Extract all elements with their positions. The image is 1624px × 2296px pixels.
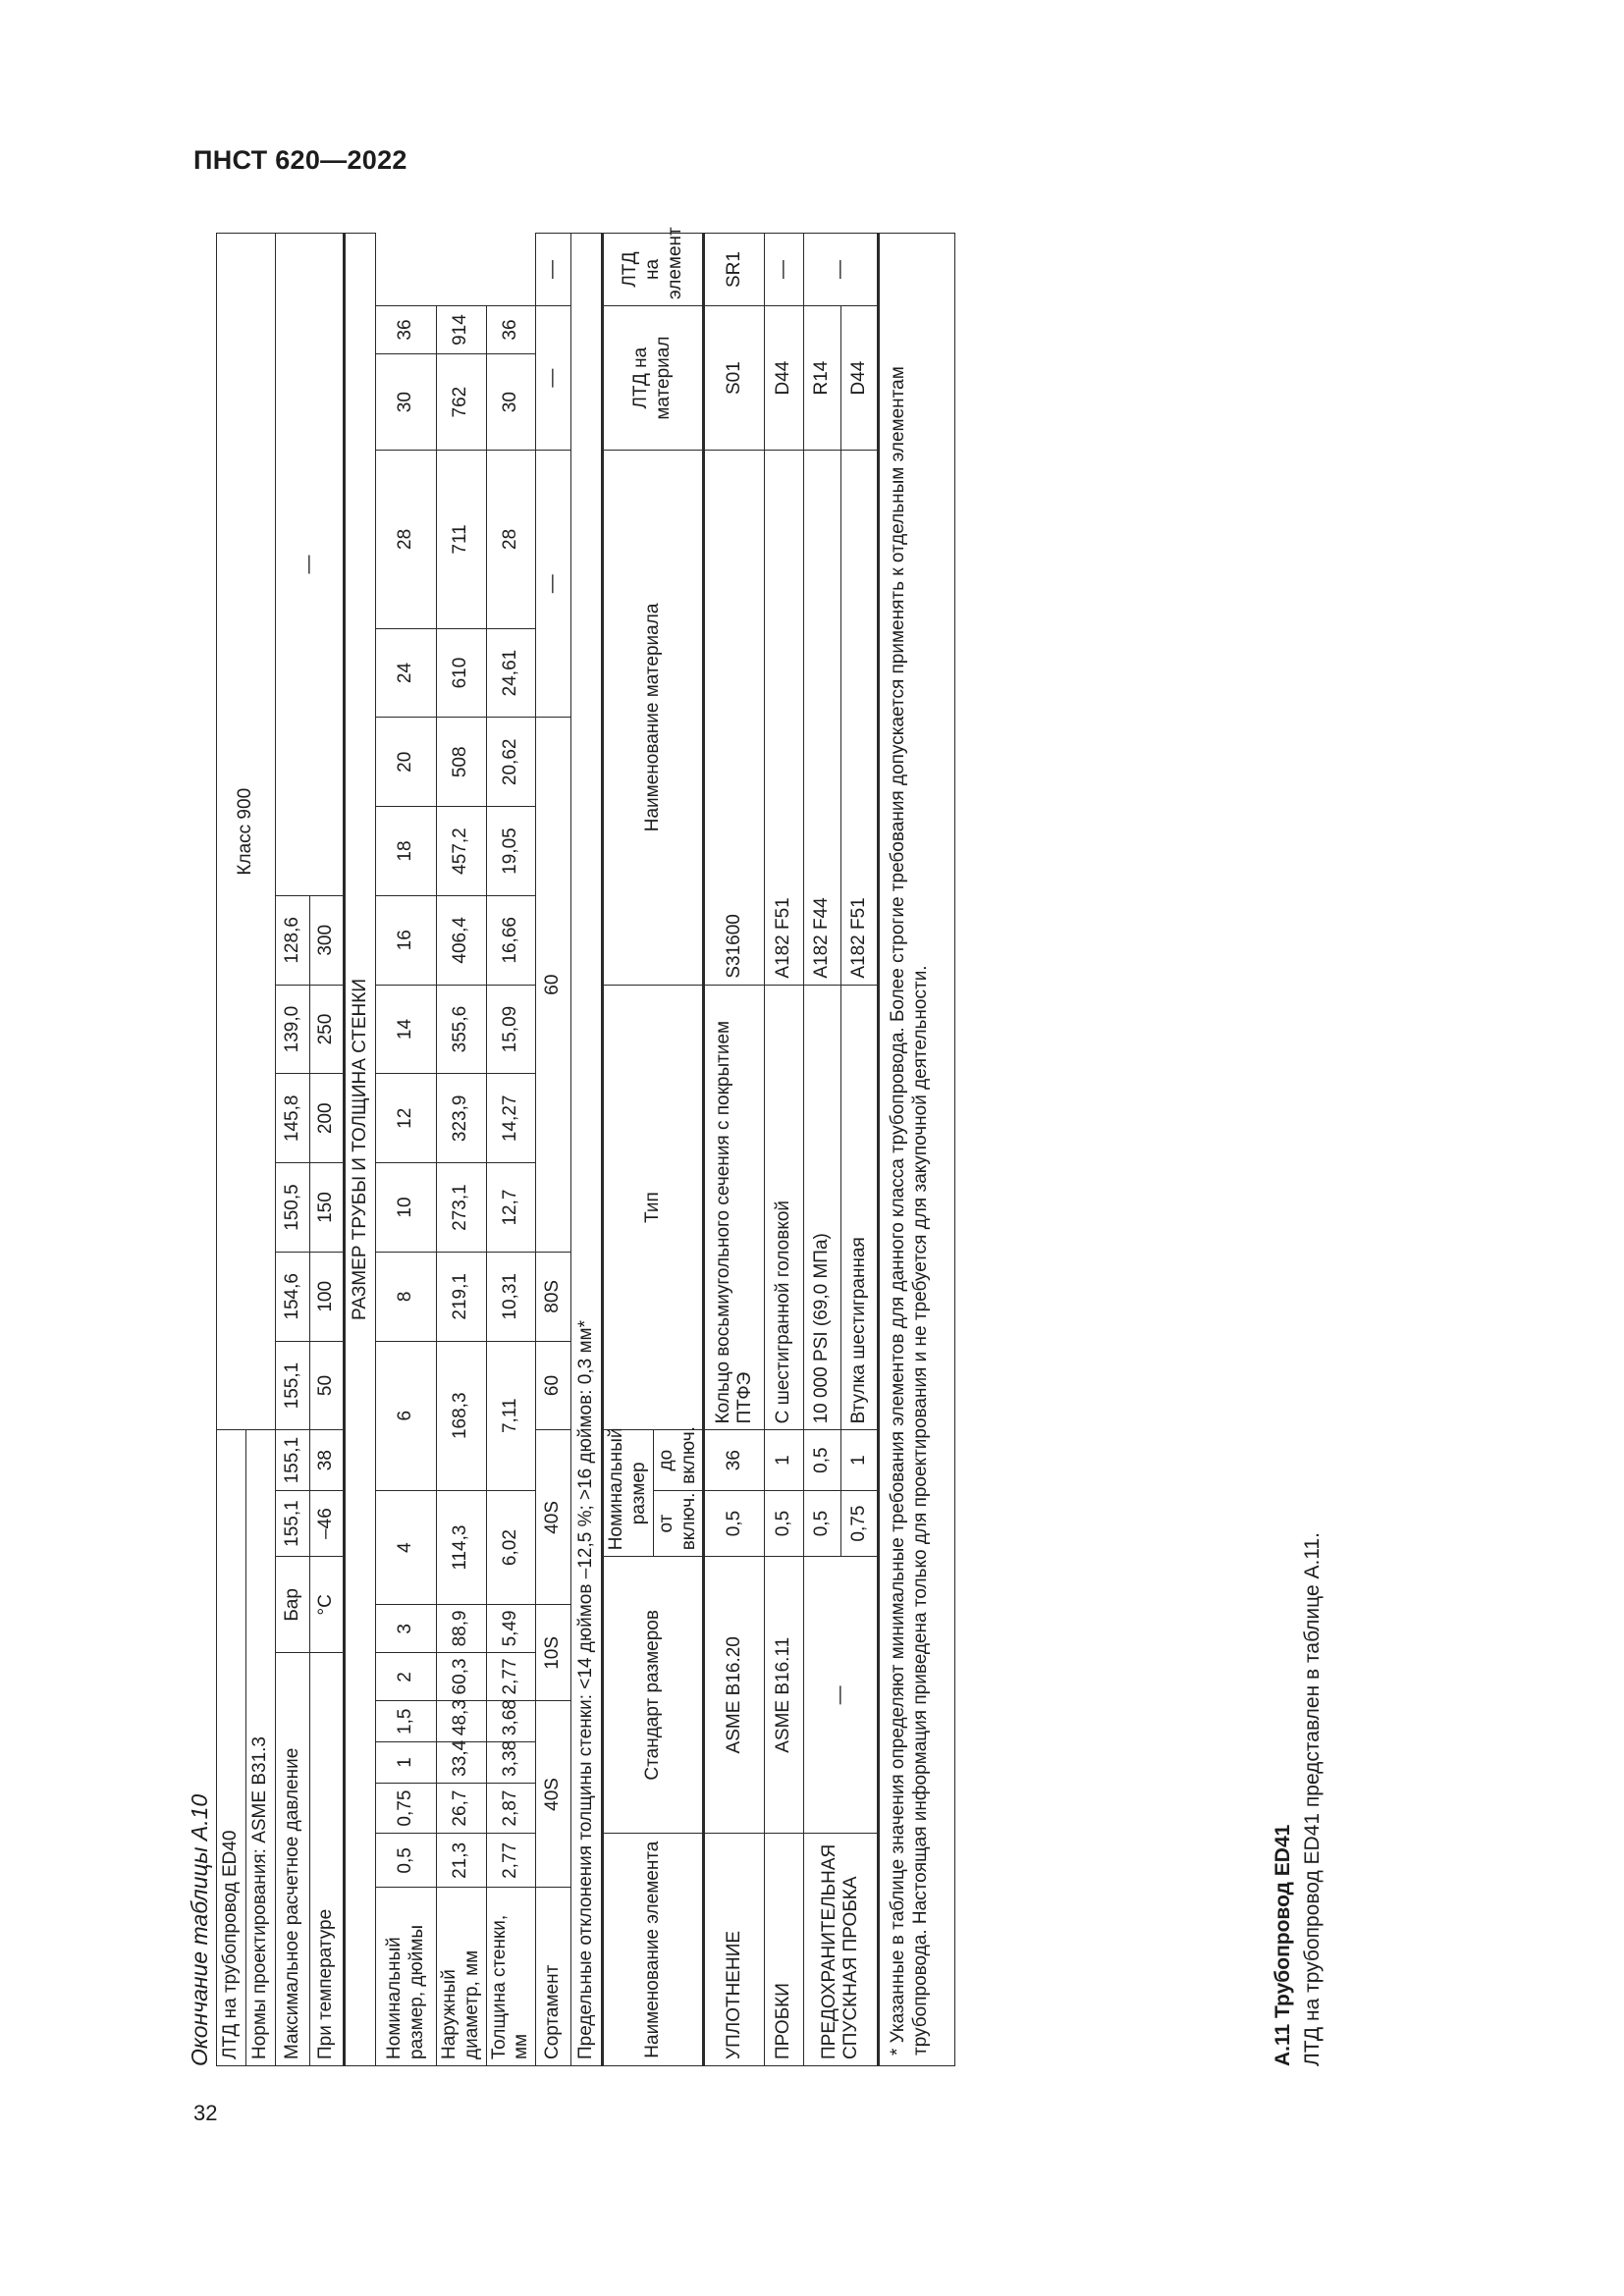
schedule-cell: 40S xyxy=(536,1430,571,1605)
pressure-value: 128,6 xyxy=(276,895,310,985)
page-number: 32 xyxy=(193,2101,218,2125)
schedule-cell: 10S xyxy=(536,1605,571,1701)
nominal-size-cell: 28 xyxy=(376,451,437,629)
temp-label: При температуре xyxy=(310,1653,345,2066)
outer-diameter-cell: 33,4 xyxy=(437,1742,487,1784)
temp-value: 100 xyxy=(310,1252,345,1341)
temp-value: –46 xyxy=(310,1490,345,1556)
nominal-size-cell: 6 xyxy=(376,1341,437,1490)
schedule-cell: 40S xyxy=(536,1701,571,1888)
schedule-cell: 80S xyxy=(536,1252,571,1341)
outer-diameter-cell: 168,3 xyxy=(437,1341,487,1490)
nominal-size-cell: 30 xyxy=(376,354,437,451)
temp-unit: °С xyxy=(310,1557,345,1653)
wall-thickness-cell: 7,11 xyxy=(486,1341,536,1490)
element-ltd-element: — xyxy=(765,234,804,306)
header-element-name: Наименование элемента xyxy=(603,1834,704,2066)
schedule-cell: — xyxy=(536,306,571,451)
pressure-dash: — xyxy=(276,234,345,896)
section-a11-text: ЛТД на трубопровод ED41 представлен в таблице А.11. xyxy=(1301,1532,1324,2066)
wall-thickness-cell: 19,05 xyxy=(486,807,536,896)
schedule-cell: 60 xyxy=(536,1341,571,1430)
pressure-value: 155,1 xyxy=(276,1430,310,1490)
nominal-size-cell: 1 xyxy=(376,1742,437,1784)
header-to: до включ. xyxy=(653,1430,704,1490)
nominal-size-cell: 20 xyxy=(376,718,437,807)
outer-diameter-cell: 711 xyxy=(437,451,487,629)
element-material: A182 F44 xyxy=(804,451,841,986)
nominal-size-cell: 36 xyxy=(376,306,437,354)
element-to: 36 xyxy=(704,1430,765,1490)
pressure-value: 154,6 xyxy=(276,1252,310,1341)
element-standard: — xyxy=(804,1557,879,1834)
element-type: Кольцо восьмиугольного сечения с покрытием ПТФЭ xyxy=(704,985,765,1430)
nominal-size-cell: 16 xyxy=(376,895,437,985)
pressure-value: 145,8 xyxy=(276,1074,310,1163)
temp-value: 200 xyxy=(310,1074,345,1163)
nominal-size-cell: 1,5 xyxy=(376,1701,437,1742)
nominal-size-cell: 0,75 xyxy=(376,1783,437,1834)
header-material: Наименование материала xyxy=(603,451,704,986)
element-ltd-material: S01 xyxy=(704,306,765,451)
element-standard: ASME B16.20 xyxy=(704,1557,765,1834)
ltd-pipe-label: ЛТД на трубопровод ED40 xyxy=(217,1430,246,2066)
wall-thickness-cell: 10,31 xyxy=(486,1252,536,1341)
header-standard: Стандарт размеров xyxy=(603,1557,704,1834)
nominal-size-cell: 2 xyxy=(376,1653,437,1701)
wall-thickness-cell: 36 xyxy=(486,306,536,354)
wall-thickness-cell: 12,7 xyxy=(486,1163,536,1253)
wall-thickness-cell: 24,61 xyxy=(486,628,536,718)
pressure-value: 139,0 xyxy=(276,985,310,1074)
outer-diameter-cell: 114,3 xyxy=(437,1490,487,1605)
outer-diameter-cell: 508 xyxy=(437,718,487,807)
element-from: 0,5 xyxy=(804,1490,841,1556)
element-ltd-material: D44 xyxy=(841,306,879,451)
schedule-label: Сортамент xyxy=(536,1888,571,2066)
nominal-size-cell: 10 xyxy=(376,1163,437,1253)
nominal-size-cell: 24 xyxy=(376,628,437,718)
outer-diameter-cell: 273,1 xyxy=(437,1163,487,1253)
size-section-title: РАЗМЕР ТРУБЫ И ТОЛЩИНА СТЕНКИ xyxy=(345,234,376,2066)
element-to: 1 xyxy=(765,1430,804,1490)
rotated-content xyxy=(187,152,1324,2066)
outer-diameter-cell: 21,3 xyxy=(437,1834,487,1888)
nominal-size-cell: 8 xyxy=(376,1252,437,1341)
document-code: ПНСТ 620—2022 xyxy=(193,145,407,175)
element-ltd-element: SR1 xyxy=(704,234,765,306)
wall-thickness-label: Толщина стенки, мм xyxy=(486,1888,536,2066)
wall-thickness-cell: 16,66 xyxy=(486,895,536,985)
pressure-label: Максимальное расчетное давление xyxy=(276,1653,310,2066)
element-material: A182 F51 xyxy=(841,451,879,986)
outer-diameter-cell: 26,7 xyxy=(437,1783,487,1834)
class-label: Класс 900 xyxy=(217,234,276,1430)
table-footnote: * Указанные в таблице значения определяют минимальные требования элементов для данного класса трубопровода. Более строгие требования допускается применять к отдельным элементам трубопровода. Настоящая информация приведена только для проектирования и не требуется для закупочной деятельности. xyxy=(879,234,955,2066)
table-caption: Окончание таблицы А.10 xyxy=(187,1793,212,2066)
header-nominal-size: Номинальный размер xyxy=(603,1430,654,1557)
nominal-size-cell: 18 xyxy=(376,807,437,896)
outer-diameter-label: Наружный диаметр, мм xyxy=(437,1888,487,2066)
schedule-cell: — xyxy=(536,234,571,306)
wall-thickness-cell: 5,49 xyxy=(486,1605,536,1653)
element-type: 10 000 PSI (69,0 МПа) xyxy=(804,985,841,1430)
wall-thickness-cell: 15,09 xyxy=(486,985,536,1074)
pressure-value: 155,1 xyxy=(276,1490,310,1556)
section-a11 xyxy=(1272,201,1325,2066)
schedule-cell: 60 xyxy=(536,718,571,1253)
outer-diameter-cell: 762 xyxy=(437,354,487,451)
wall-thickness-cell: 20,62 xyxy=(486,718,536,807)
wall-thickness-cell: 3,38 xyxy=(486,1742,536,1784)
wall-thickness-cell: 2,87 xyxy=(486,1783,536,1834)
element-type: Втулка шестигранная xyxy=(841,985,879,1430)
nominal-size-cell: 3 xyxy=(376,1605,437,1653)
section-a11-title: А.11 Трубопровод ED41 xyxy=(1272,1824,1294,2066)
wall-thickness-cell: 6,02 xyxy=(486,1490,536,1605)
outer-diameter-cell: 323,9 xyxy=(437,1074,487,1163)
element-ltd-material: R14 xyxy=(804,306,841,451)
element-from: 0,75 xyxy=(841,1490,879,1556)
element-name: ПРОБКИ xyxy=(765,1834,804,2066)
wall-thickness-cell: 30 xyxy=(486,354,536,451)
nominal-size-cell: 14 xyxy=(376,985,437,1074)
temp-value: 150 xyxy=(310,1163,345,1253)
pipe-spec-table xyxy=(216,227,955,2066)
outer-diameter-cell: 355,6 xyxy=(437,985,487,1074)
nominal-size-label: Номинальный размер, дюймы xyxy=(376,1888,437,2066)
temp-value: 38 xyxy=(310,1430,345,1490)
pressure-unit: Бар xyxy=(276,1557,310,1653)
tolerance-note: Предельные отклонения толщины стенки: <14 дюймов –12,5 %; >16 дюймов: 0,3 мм* xyxy=(571,234,603,2066)
header-type: Тип xyxy=(603,985,704,1430)
norms-label: Нормы проектирования: ASME B31.3 xyxy=(246,1430,276,2066)
element-name: ПРЕДОХРАНИТЕЛЬНАЯ СПУСКНАЯ ПРОБКА xyxy=(804,1834,879,2066)
pressure-value: 150,5 xyxy=(276,1163,310,1253)
outer-diameter-cell: 88,9 xyxy=(437,1605,487,1653)
nominal-size-cell: 12 xyxy=(376,1074,437,1163)
element-to: 0,5 xyxy=(804,1430,841,1490)
wall-thickness-cell: 2,77 xyxy=(486,1653,536,1701)
wall-thickness-cell: 14,27 xyxy=(486,1074,536,1163)
outer-diameter-cell: 219,1 xyxy=(437,1252,487,1341)
schedule-cell: — xyxy=(536,451,571,718)
element-standard: ASME B16.11 xyxy=(765,1557,804,1834)
element-material: S31600 xyxy=(704,451,765,986)
wall-thickness-cell: 2,77 xyxy=(486,1834,536,1888)
element-ltd-material: D44 xyxy=(765,306,804,451)
element-to: 1 xyxy=(841,1430,879,1490)
header-from: от включ. xyxy=(653,1490,704,1556)
outer-diameter-cell: 406,4 xyxy=(437,895,487,985)
nominal-size-cell: 0,5 xyxy=(376,1834,437,1888)
outer-diameter-cell: 914 xyxy=(437,306,487,354)
element-from: 0,5 xyxy=(704,1490,765,1556)
outer-diameter-cell: 610 xyxy=(437,628,487,718)
temp-value: 50 xyxy=(310,1341,345,1430)
wall-thickness-cell: 28 xyxy=(486,451,536,629)
wall-thickness-cell: 3,68 xyxy=(486,1701,536,1742)
outer-diameter-cell: 60,3 xyxy=(437,1653,487,1701)
temp-value: 250 xyxy=(310,985,345,1074)
element-type: С шестигранной головкой xyxy=(765,985,804,1430)
outer-diameter-cell: 48,3 xyxy=(437,1701,487,1742)
header-ltd-element: ЛТД на элемент xyxy=(603,234,704,306)
outer-diameter-cell: 457,2 xyxy=(437,807,487,896)
element-name: УПЛОТНЕНИЕ xyxy=(704,1834,765,2066)
temp-value: 300 xyxy=(310,895,345,985)
nominal-size-cell: 4 xyxy=(376,1490,437,1605)
pressure-value: 155,1 xyxy=(276,1341,310,1430)
header-ltd-material: ЛТД на материал xyxy=(603,306,704,451)
element-from: 0,5 xyxy=(765,1490,804,1556)
element-material: A182 F51 xyxy=(765,451,804,986)
element-ltd-element: — xyxy=(804,234,879,306)
